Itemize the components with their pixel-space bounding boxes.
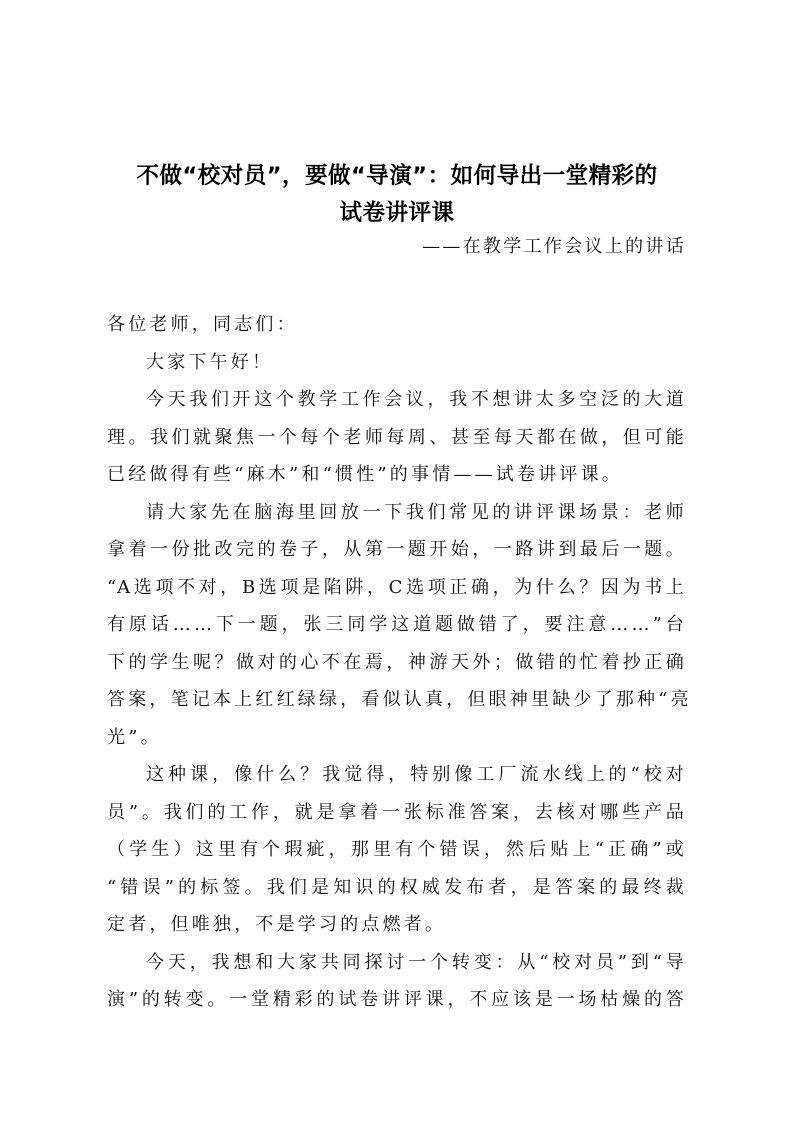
body-line: 大家下午好！ — [146, 352, 274, 373]
body-line: “错误”的标签。我们是知识的权威发布者，是答案的最终裁 — [107, 877, 687, 898]
title-line-2: 试卷讲评课 — [339, 200, 455, 226]
body-line: 下的学生呢？做对的心不在焉，神游天外；做错的忙着抄正确 — [107, 652, 687, 673]
subtitle: ——在教学工作会议上的讲话 — [422, 236, 686, 257]
body-line: 请大家先在脑海里回放一下我们常见的讲评课场景：老师 — [146, 502, 687, 523]
body-line: 已经做得有些“麻木”和“惯性”的事情——试卷讲评课。 — [107, 464, 624, 485]
body-line: “A选项不对，B选项是陷阱，C选项正确，为什么？因为书上 — [107, 577, 687, 598]
title-line-1: 不做“校对员”，要做“导演”：如何导出一堂精彩的 — [136, 163, 658, 189]
body-line: 今天我们开这个教学工作会议，我不想讲太多空泛的大道 — [146, 389, 687, 410]
body-line: 员”。我们的工作，就是拿着一张标准答案，去核对哪些产品 — [107, 802, 687, 823]
body-line: 今天，我想和大家共同探讨一个转变：从“校对员”到“导 — [146, 952, 687, 973]
body-line: 有原话……下一题，张三同学这道题做错了，要注意……”台 — [107, 614, 687, 635]
body-line: 定者，但唯独，不是学习的点燃者。 — [107, 914, 447, 935]
body-line: 光”。 — [107, 727, 162, 748]
body-line: 各位老师，同志们： — [107, 314, 298, 335]
body-line: 拿着一份批改完的卷子，从第一题开始，一路讲到最后一题。 — [107, 539, 687, 560]
body-line: 答案，笔记本上红红绿绿，看似认真，但眼神里缺少了那种“亮 — [107, 689, 692, 710]
body-line: 理。我们就聚焦一个每个老师每周、甚至每天都在做，但可能 — [107, 427, 687, 448]
body-line: 演”的转变。一堂精彩的试卷讲评课，不应该是一场枯燥的答 — [107, 989, 687, 1010]
body-line: 这种课，像什么？我觉得，特别像工厂流水线上的“校对 — [146, 764, 687, 785]
body-line: （学生）这里有个瑕疵，那里有个错误，然后贴上“正确”或 — [107, 839, 687, 860]
